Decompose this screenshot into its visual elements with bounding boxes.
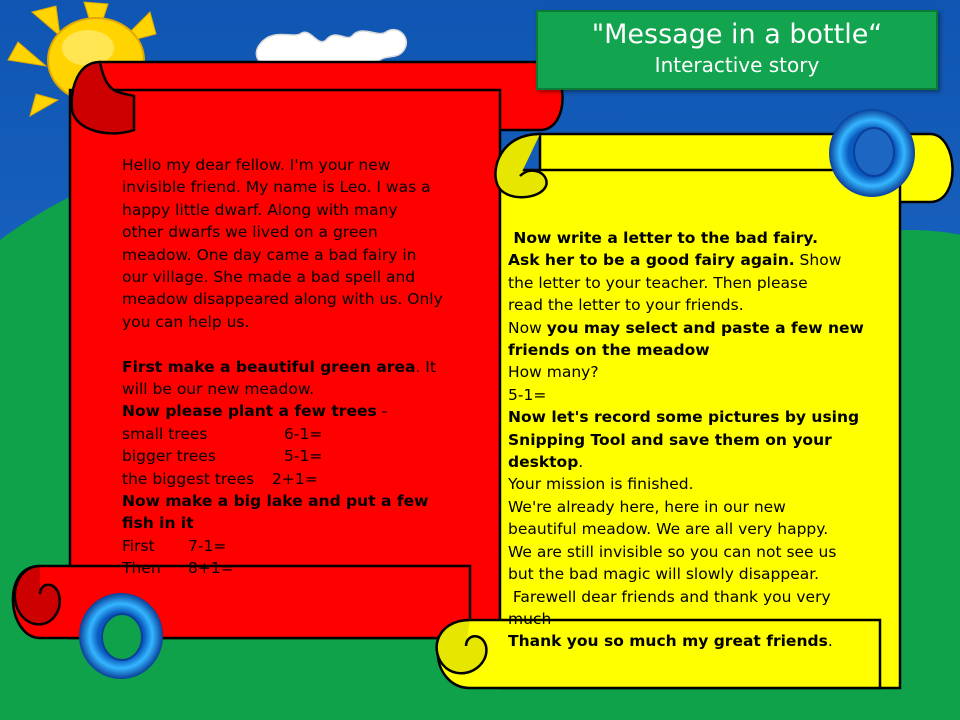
- intro-line: meadow. One day came a bad fairy in: [122, 245, 417, 264]
- green-area-instruction: First make a beautiful green area: [122, 357, 416, 376]
- closing-line: beautiful meadow. We are all very happy.: [508, 520, 829, 539]
- tree-row: small trees 6-1=: [122, 424, 323, 443]
- friends-line: Now you may select and paste a few new: [508, 318, 864, 337]
- intro-line: happy little dwarf. Along with many: [122, 200, 398, 219]
- lake-instruction-2: fish in it: [122, 514, 194, 533]
- letter-line: read the letter to your friends.: [508, 296, 744, 315]
- page-title: "Message in a bottle“: [591, 19, 883, 50]
- intro-line: meadow disappeared along with us. Only: [122, 290, 443, 309]
- closing-line: but the bad magic will slowly disappear.: [508, 565, 820, 584]
- fish-row: Then 8+1=: [122, 559, 234, 578]
- trees-line: Now please plant a few trees -: [122, 402, 388, 421]
- green-area-line: First make a beautiful green area. It: [122, 357, 436, 376]
- trees-instruction: Now please plant a few trees: [122, 402, 377, 421]
- fish-row: First 7-1=: [122, 536, 227, 555]
- intro-line: other dwarfs we lived on a green: [122, 223, 378, 242]
- closing-line: much: [508, 609, 552, 628]
- left-story-text: [122, 154, 443, 580]
- tree-row: the biggest trees 2+1=: [122, 469, 318, 488]
- closing-line: We're already here, here in our new: [508, 497, 786, 516]
- letter-line: Now write a letter to the bad fairy.: [508, 229, 818, 247]
- how-many-line: How many?: [508, 363, 599, 382]
- green-area-line-2: will be our new meadow.: [122, 380, 315, 399]
- friends-line: friends on the meadow: [508, 341, 710, 360]
- record-line: Snipping Tool and save them on your: [508, 430, 832, 449]
- tree-row: bigger trees 5-1=: [122, 447, 323, 466]
- page-subtitle: Interactive story: [654, 53, 820, 77]
- lake-instruction: Now make a big lake and put a few: [122, 492, 429, 511]
- ring-icon-bottom-left: [76, 590, 166, 682]
- closing-line: Your mission is finished.: [508, 475, 694, 494]
- thanks-line: Thank you so much my great friends.: [508, 632, 833, 651]
- how-many-sum: 5-1=: [508, 385, 547, 404]
- record-line: Now let's record some pictures by using: [508, 408, 860, 427]
- letter-line: Ask her to be a good fairy again. Show: [508, 251, 842, 270]
- ring-icon-top-right: [826, 106, 918, 200]
- closing-line: Farewell dear friends and thank you very: [508, 587, 831, 606]
- intro-line: Hello my dear fellow. I'm your new: [122, 156, 391, 174]
- letter-line: the letter to your teacher. Then please: [508, 273, 808, 292]
- closing-line: We are still invisible so you can not see us: [508, 542, 837, 561]
- title-box: [536, 10, 938, 90]
- intro-line: our village. She made a bad spell and: [122, 268, 416, 287]
- record-line: desktop.: [508, 453, 584, 472]
- intro-line: invisible friend. My name is Leo. I was a: [122, 178, 431, 197]
- right-story-text: [508, 227, 864, 653]
- intro-line: you can help us.: [122, 312, 250, 331]
